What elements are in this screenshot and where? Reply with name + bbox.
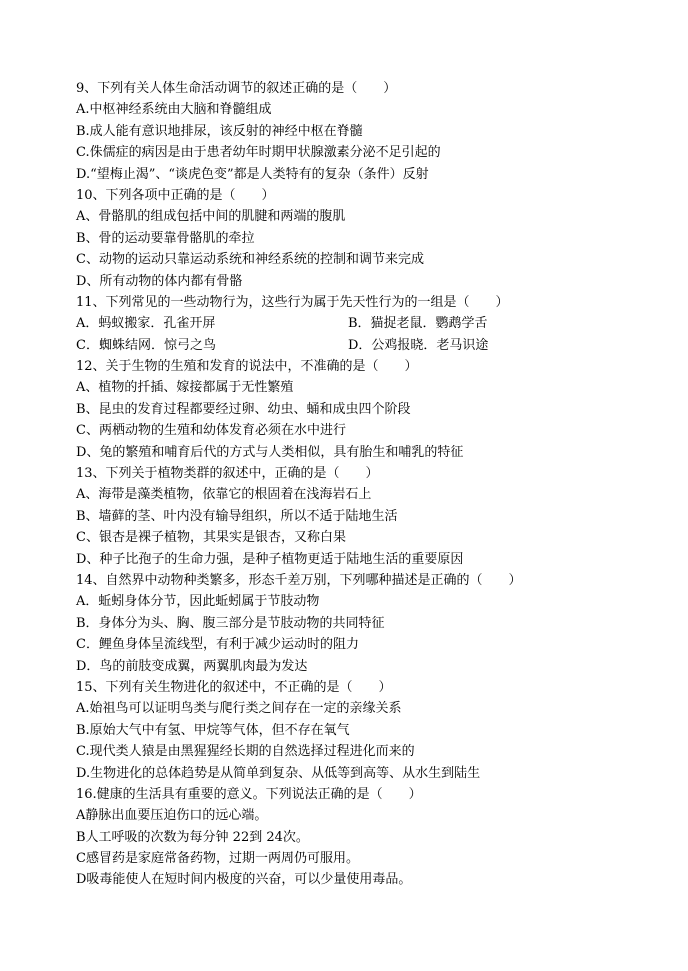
question-12-option-d: D、兔的繁殖和哺育后代的方式与人类相似，具有胎生和哺乳的特征 <box>76 444 464 460</box>
question-11-option-a: A．蚂蚁搬家．孔雀开屏 <box>76 316 216 332</box>
question-12-option-a: A、植物的扦插、嫁接都属于无性繁殖 <box>76 380 294 396</box>
question-9-option-c: C.侏儒症的病因是由于患者幼年时期甲状腺激素分泌不足引起的 <box>76 145 441 161</box>
question-16-option-a: A静脉出血要压迫伤口的远心端。 <box>76 808 268 824</box>
question-10-option-c: C、动物的运动只靠运动系统和神经系统的控制和调节来完成 <box>76 252 424 268</box>
question-15-option-d: D.生物进化的总体趋势是从简单到复杂、从低等到高等、从水生到陆生 <box>76 765 481 781</box>
question-12-option-c: C、两栖动物的生殖和幼体发育必须在水中进行 <box>76 423 346 439</box>
question-13-option-c: C、银杏是裸子植物，其果实是银杏，又称白果 <box>76 530 346 546</box>
question-13-option-a: A、海带是藻类植物，依靠它的根固着在浅海岩石上 <box>76 487 372 503</box>
question-11-option-d: D．公鸡报晓．老马识途 <box>348 337 489 353</box>
question-16-option-c: C感冒药是家庭常备药物，过期一两周仍可服用。 <box>76 851 359 867</box>
question-13-option-b: B、墙藓的茎、叶内没有输导组织，所以不适于陆地生活 <box>76 508 398 524</box>
question-16-stem: 16.健康的生活具有重要的意义。下列说法正确的是（ ） <box>76 786 422 802</box>
question-11-options-row-2 <box>76 335 636 356</box>
question-11-option-c: C．蜘蛛结网．惊弓之鸟 <box>76 337 216 353</box>
question-14-option-a: A．蚯蚓身体分节，因此蚯蚓属于节肢动物 <box>76 594 320 610</box>
question-9-option-b: B.成人能有意识地排尿，该反射的神经中枢在脊髓 <box>76 123 363 139</box>
exam-page <box>76 78 636 891</box>
question-15-option-b: B.原始大气中有氢、甲烷等气体，但不存在氧气 <box>76 722 350 738</box>
question-10-option-a: A、骨骼肌的组成包括中间的肌腱和两端的腹肌 <box>76 209 346 225</box>
question-13-option-d: D、种子比孢子的生命力强，是种子植物更适于陆地生活的重要原因 <box>76 551 464 567</box>
question-15-option-c: C.现代类人猿是由黑猩猩经长期的自然选择过程进化而来的 <box>76 744 415 760</box>
question-15-option-a: A.始祖鸟可以证明鸟类与爬行类之间存在一定的亲缘关系 <box>76 701 402 717</box>
question-11-options-row-1 <box>76 313 636 334</box>
question-14-option-b: B．身体分为头、胸、腹三部分是节肢动物的共同特征 <box>76 615 385 631</box>
question-13-stem: 13、下列关于植物类群的叙述中，正确的是（ ） <box>76 466 379 482</box>
question-14-stem: 14、自然界中动物种类繁多，形态千差万别，下列哪种描述是正确的（ ） <box>76 572 522 588</box>
question-15-stem: 15、下列有关生物进化的叙述中，不正确的是（ ） <box>76 679 392 695</box>
question-12-option-b: B、昆虫的发育过程都要经过卵、幼虫、蛹和成虫四个阶段 <box>76 401 411 417</box>
question-16-option-b: B人工呼吸的次数为每分钟 22到 24次。 <box>76 829 309 845</box>
question-12-stem: 12、关于生物的生殖和发育的说法中，不准确的是（ ） <box>76 359 418 375</box>
question-11-option-b: B．猫捉老鼠．鹦鹉学舌 <box>348 316 488 332</box>
question-11-stem: 11、下列常见的一些动物行为，这些行为属于先天性行为的一组是（ ） <box>76 294 509 310</box>
question-9-option-d: D.“望梅止渴”、“谈虎色变”都是人类特有的复杂（条件）反射 <box>76 166 429 182</box>
question-14-option-c: C．鲤鱼身体呈流线型，有利于减少运动时的阻力 <box>76 637 359 653</box>
question-9-option-a: A.中枢神经系统由大脑和脊髓组成 <box>76 102 272 118</box>
question-10-option-b: B、骨的运动要靠骨骼肌的牵拉 <box>76 230 255 246</box>
question-14-option-d: D．鸟的前肢变成翼，两翼肌肉最为发达 <box>76 658 308 674</box>
question-10-option-d: D、所有动物的体内都有骨骼 <box>76 273 243 289</box>
question-16-option-d: D吸毒能使人在短时间内极度的兴奋，可以少量使用毒品。 <box>76 872 412 888</box>
question-10-stem: 10、下列各项中正确的是（ ） <box>76 187 275 203</box>
question-9-stem: 9、下列有关人体生命活动调节的叙述正确的是（ ） <box>76 81 397 96</box>
